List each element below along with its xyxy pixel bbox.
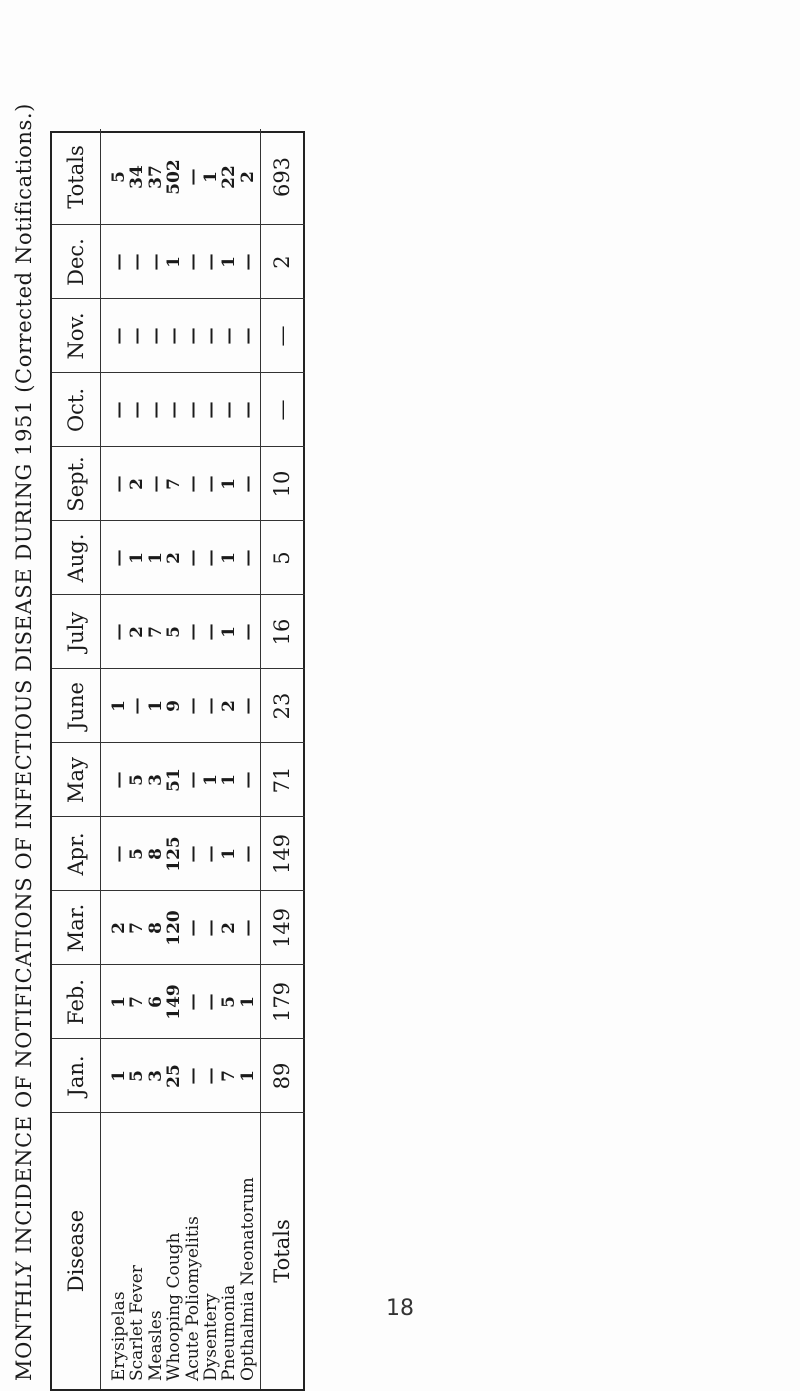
cell-value: 6 xyxy=(145,996,166,1008)
cell-value: — xyxy=(200,475,221,493)
cell-value: 8 xyxy=(145,848,166,860)
month-column xyxy=(110,669,257,743)
cell-value: 2 xyxy=(127,478,148,490)
disease-name: Pneumonia xyxy=(219,1284,240,1381)
cell-value: 120 xyxy=(164,910,185,946)
cell-value: 5 xyxy=(127,774,148,786)
cell-value: — xyxy=(237,697,258,715)
cell-value: — xyxy=(182,845,203,863)
cell-value: 2 xyxy=(127,626,148,638)
cell-value: — xyxy=(127,327,148,345)
cell-value: 2 xyxy=(219,922,240,934)
cell-value: 2 xyxy=(237,171,258,183)
cell-value: 1 xyxy=(237,1070,258,1082)
column-total: 2 xyxy=(270,255,294,269)
month-header: June xyxy=(64,682,88,730)
month-column xyxy=(110,521,257,595)
cell-value: 3 xyxy=(145,1070,166,1082)
header-rule xyxy=(52,1038,100,1039)
cell-value: — xyxy=(127,253,148,271)
month-column xyxy=(110,891,257,965)
month-header: Apr. xyxy=(64,832,88,876)
cell-value: — xyxy=(182,253,203,271)
month-header: Sept. xyxy=(64,456,88,512)
cell-value: 1 xyxy=(127,552,148,564)
column-total: 693 xyxy=(270,156,294,198)
cell-value: 1 xyxy=(219,256,240,268)
cell-value: — xyxy=(182,168,203,186)
cell-value: — xyxy=(237,771,258,789)
month-header: Aug. xyxy=(64,533,88,583)
cell-value: 1 xyxy=(164,256,185,268)
cell-value: — xyxy=(164,327,185,345)
header-rule xyxy=(52,964,100,965)
disease-name: Dysentery xyxy=(200,1293,221,1381)
cell-value: 2 xyxy=(109,922,129,934)
column-total: 23 xyxy=(270,692,294,720)
cell-value: — xyxy=(182,475,203,493)
disease-name: Scarlet Fever xyxy=(127,1265,148,1381)
page-number: 18 xyxy=(386,1296,414,1321)
header-rule xyxy=(52,668,100,669)
cell-value: 5 xyxy=(109,171,129,183)
cell-value: — xyxy=(182,327,203,345)
header-rule xyxy=(52,372,100,373)
header-rule xyxy=(52,224,100,225)
month-header: May xyxy=(64,757,88,803)
cell-value: — xyxy=(182,993,203,1011)
cell-value: — xyxy=(164,401,185,419)
month-header: July xyxy=(64,611,88,653)
cell-value: 1 xyxy=(109,996,129,1008)
month-column xyxy=(110,965,257,1039)
month-column xyxy=(110,1039,257,1113)
cell-value: — xyxy=(237,549,258,567)
cell-value: 1 xyxy=(237,996,258,1008)
disease-name: Erysipelas xyxy=(109,1291,129,1381)
month-header: Mar. xyxy=(64,903,88,953)
header-rule xyxy=(52,298,100,299)
cell-value: — xyxy=(200,623,221,641)
cell-value: — xyxy=(182,771,203,789)
month-column xyxy=(110,817,257,891)
rotated-page xyxy=(0,103,320,1391)
cell-value: 5 xyxy=(164,626,185,638)
disease-name: Acute Poliomyelitis xyxy=(182,1216,203,1381)
cell-value: — xyxy=(182,1067,203,1085)
cell-value: — xyxy=(237,475,258,493)
cell-value: — xyxy=(182,697,203,715)
cell-value: 1 xyxy=(219,848,240,860)
cell-value: — xyxy=(145,475,166,493)
month-header: Dec. xyxy=(64,238,88,286)
cell-value: 5 xyxy=(127,848,148,860)
cell-value: 125 xyxy=(164,836,185,872)
cell-value: — xyxy=(200,549,221,567)
column-total: 149 xyxy=(270,907,294,949)
column-total: 5 xyxy=(270,551,294,565)
month-header: Jan. xyxy=(64,1055,88,1097)
disease-name: Opthalmia Neonatorum xyxy=(237,1177,258,1381)
cell-value: — xyxy=(145,253,166,271)
cell-value: — xyxy=(200,253,221,271)
cell-value: — xyxy=(200,919,221,937)
cell-value: — xyxy=(200,845,221,863)
cell-value: — xyxy=(182,401,203,419)
cell-value: 1 xyxy=(200,171,221,183)
cell-value: 7 xyxy=(145,626,166,638)
cell-value: 1 xyxy=(219,478,240,490)
totals-column xyxy=(110,140,257,214)
month-header: Oct. xyxy=(64,387,88,433)
header-rule xyxy=(52,520,100,521)
cell-value: — xyxy=(109,549,129,567)
cell-value: 34 xyxy=(127,165,148,189)
cell-value: — xyxy=(182,549,203,567)
column-total: — xyxy=(270,399,294,421)
column-total: 10 xyxy=(270,470,294,498)
cell-value: — xyxy=(200,697,221,715)
cell-value: — xyxy=(109,845,129,863)
column-total: 16 xyxy=(270,618,294,646)
disease-name: Measles xyxy=(145,1310,166,1381)
cell-value: — xyxy=(109,253,129,271)
cell-value: — xyxy=(182,919,203,937)
cell-value: 1 xyxy=(219,552,240,564)
cell-value: 25 xyxy=(164,1064,185,1088)
cell-value: — xyxy=(237,401,258,419)
header-row xyxy=(52,129,101,1389)
cell-value: 37 xyxy=(145,165,166,189)
header-rule xyxy=(52,594,100,595)
month-column xyxy=(110,595,257,669)
cell-value: — xyxy=(219,401,240,419)
cell-value: — xyxy=(145,327,166,345)
cell-value: 51 xyxy=(164,768,185,792)
month-column xyxy=(110,373,257,447)
header-rule xyxy=(52,446,100,447)
month-column xyxy=(110,447,257,521)
month-header: Nov. xyxy=(64,312,88,360)
header-rule xyxy=(52,890,100,891)
cell-value: — xyxy=(109,327,129,345)
cell-value: — xyxy=(237,253,258,271)
cell-value: 9 xyxy=(164,700,185,712)
cell-value: — xyxy=(109,401,129,419)
cell-value: 7 xyxy=(219,1070,240,1082)
column-total: 149 xyxy=(270,833,294,875)
month-column xyxy=(110,299,257,373)
cell-value: 5 xyxy=(127,1070,148,1082)
cell-value: 1 xyxy=(200,774,221,786)
cell-value: 7 xyxy=(164,478,185,490)
cell-value: — xyxy=(109,623,129,641)
cell-value: — xyxy=(145,401,166,419)
cell-value: — xyxy=(237,327,258,345)
totals-label: Totals xyxy=(270,1219,294,1283)
disease-name: Whooping Cough xyxy=(164,1232,185,1381)
table-title: MONTHLY INCIDENCE OF NOTIFICATIONS OF INFECTIOUS DISEASE DURING 1951 (Corrected Notifications.) xyxy=(12,103,36,1381)
column-total: 71 xyxy=(270,766,294,794)
cell-value: — xyxy=(109,771,129,789)
disease-header: Disease xyxy=(64,1209,88,1293)
cell-value: 1 xyxy=(219,626,240,638)
header-rule xyxy=(52,742,100,743)
column-total: 89 xyxy=(270,1062,294,1090)
cell-value: 3 xyxy=(145,774,166,786)
cell-value: — xyxy=(200,1067,221,1085)
cell-value: — xyxy=(182,623,203,641)
column-total: — xyxy=(270,325,294,347)
cell-value: 149 xyxy=(164,984,185,1020)
cell-value: — xyxy=(200,993,221,1011)
cell-value: — xyxy=(200,401,221,419)
cell-value: — xyxy=(127,401,148,419)
column-total: 179 xyxy=(270,981,294,1023)
cell-value: 7 xyxy=(127,922,148,934)
cell-value: 22 xyxy=(219,165,240,189)
cell-value: 1 xyxy=(145,552,166,564)
cell-value: 1 xyxy=(109,700,129,712)
header-rule xyxy=(52,1112,100,1113)
cell-value: 7 xyxy=(127,996,148,1008)
cell-value: — xyxy=(109,475,129,493)
cell-value: — xyxy=(219,327,240,345)
cell-value: 502 xyxy=(164,159,185,195)
header-rule xyxy=(52,816,100,817)
incidence-table xyxy=(50,131,305,1391)
cell-value: 1 xyxy=(219,774,240,786)
month-column xyxy=(110,743,257,817)
cell-value: 5 xyxy=(219,996,240,1008)
cell-value: 2 xyxy=(164,552,185,564)
cell-value: — xyxy=(200,327,221,345)
disease-list xyxy=(110,1121,257,1381)
cell-value: 1 xyxy=(145,700,166,712)
cell-value: 8 xyxy=(145,922,166,934)
cell-value: — xyxy=(127,697,148,715)
cell-value: — xyxy=(237,623,258,641)
month-header: Feb. xyxy=(64,979,88,1025)
cell-value: 2 xyxy=(219,700,240,712)
month-column xyxy=(110,225,257,299)
cell-value: — xyxy=(237,919,258,937)
totals-header: Totals xyxy=(64,145,88,209)
cell-value: — xyxy=(237,845,258,863)
cell-value: 1 xyxy=(109,1070,129,1082)
